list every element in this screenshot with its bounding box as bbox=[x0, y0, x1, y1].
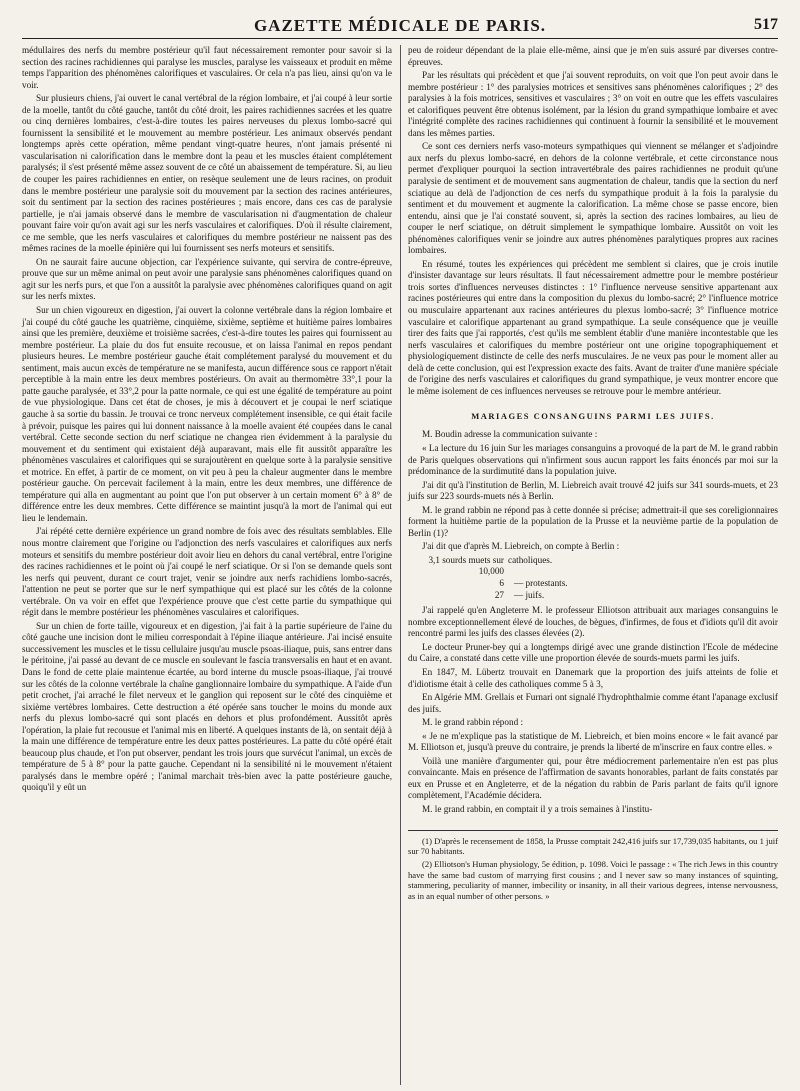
statistics-row bbox=[408, 578, 778, 590]
section-intro: M. Boudin adresse la communication suivante : bbox=[422, 429, 598, 440]
paragraph: médullaires des nerfs du membre postérieur qu'il faut nécessairement remonter pour savoir si la section des racines rachidiennes qui paralyse les muscles, paralyse les vaisseaux et produit en même temps l'apparition des phénomènes calorifiques et vasculaires. Or cela n'a pas lieu, ainsi qu'on va le voir. bbox=[22, 45, 392, 90]
paragraph: J'ai rappelé qu'en Angleterre M. le professeur Elliotson attribuait aux mariages consanguins le nombre exceptionnellement élevé de louches, de bègues, d'infirmes, de fous et d'idiots qu'il dit avoir rencontré parmi les juifs des classes élevées (2). bbox=[408, 605, 778, 639]
statistics-table bbox=[408, 555, 778, 601]
paragraph: Sur un chien de forte taille, vigoureux et en digestion, j'ai fait à la partie supérieure de l'aine du côté gauche une incision dont le milieu correspondait à l'épine iliaque antérieure. J'ai incisé ensuite successivement les muscles et le tissu cellulaire jusqu'au muscle psoas-iliaque, puis, sans entrer dans le péritoine, j'ai passé au devant de ce muscle en soulevant le fascia transversalis en haut et en avant. Dans le fond de cette plaie maintenue écartée, au bord interne du muscle psoas-iliaque, j'ai trouvé sur les côtés de la colonne vertébrale la chaîne ganglionnaire lombaire du sympathique. A l'aide d'un petit crochet, j'ai arraché le filet nerveux et le ganglion qui reposent sur le côté des cinquième et sixième vertèbres lombaires. Cette destruction a été opérée sans toucher le moins du monde aux nerfs du plexus lombo-sacré qui sont placés en dehors et plus profondément. Aussitôt après l'opération, la plaie fut recousue et l'animal mis en liberté. A quelques instants de là, on sentait déjà à la main une différence de température entre les deux pattes postérieures. La patte du côté opéré était beaucoup plus chaude, et l'on put observer, pendant les trois jours que survécut l'animal, un excès de température de 5 à 8° pour la patte gauche. Cependant ni la sensibilité ni le mouvement n'étaient paralysés dans le membre opéré ; l'animal marchait très-bien avec la patte postérieure gauche, quoiqu'il y eût un bbox=[22, 620, 392, 793]
paragraph: En résumé, toutes les expériences qui précèdent me semblent si claires, que je crois inutile d'insister davantage sur leurs résultats. Il faut nécessairement admettre pour le membre postérieur trois sortes d'influences nerveuses distinctes : 1° l'influence nerveuse sensitive appartenant aux racines postérieures qui entre dans la composition du plexus du lombo-sacré; 2° l'influence motrice ou musculaire appartenant aux racines antérieures du plexus lombo-sacré; 3° l'influence motrice vasculaire et calorifique appartenant au grand sympathique. La seule conséquence que je veuille tirer des faits que j'ai rapportés, c'est qu'ils me semblent établir d'une manière incontestable que les nerfs vasculaires et calorifiques du membre postérieur ont une origine topographiquement et physiologiquement distincte de celle des nerfs musculaires. Je ne veux pas pour le moment aller au delà de cette conclusion, qui est l'expression exacte des faits. Avant de traiter d'une manière spéciale de l'origine des nerfs vasculaires et calorifiques du grand sympathique, je veux montrer encore que le même isolement de ces influences nerveuses se retrouve pour le membre antérieur. bbox=[408, 258, 778, 396]
paragraph: M. le grand rabbin répond : bbox=[422, 717, 524, 728]
paragraph: M. le grand rabbin, en comptait il y a trois semaines à l'institu- bbox=[422, 804, 653, 814]
right-column bbox=[408, 45, 778, 1085]
paragraph: « La lecture du 16 juin Sur les mariages consanguins a provoqué de la part de M. le grand rabbin de Paris quelques observations qui n'infirment sous aucun rapport les faits énoncés par moi sur la prédominance de la surdimutité dans la population juive. bbox=[408, 442, 778, 477]
footnote-divider bbox=[408, 830, 778, 831]
paragraph: En 1847, M. Lübertz trouvait en Danemark que la proportion des juifs atteints de folie et d'idiotisme était à celle des catholiques comme 5 à 3, bbox=[408, 666, 778, 689]
paragraph: Voilà une manière d'argumenter qui, pour être médiocrement parlementaire n'en est pas plus convaincante. Mais en présence de l'affirmation de savants honorables, parlant de faits constatés par eux en Prusse et en Angleterre, et de la négation du rabbin de Paris parlant de faits qu'il ignore complètement, l'Académie décidera. bbox=[408, 755, 778, 801]
paragraph: On ne saurait faire aucune objection, car l'expérience suivante, qui servira de contre-épreuve, prouve que sur un même animal on peut avoir une paralysie sans phénomènes calorifiques quand on agit sur les nerfs purs, et que l'on a aussitôt la paralysie avec phénomènes calorifiques quand on agit sur les nerfs mixtes. bbox=[22, 256, 392, 302]
paragraph: Ce sont ces derniers nerfs vaso-moteurs sympathiques qui viennent se mélanger et s'adjoindre aux nerfs du plexus lombo-sacré, en dehors de la colonne vertébrale, et cette circonstance nous permet d'expliquer pourquoi la section intravertébrale des paires rachidiennes ne produit qu'une paralysie de sentiment et de mouvement sans augmentation de chaleur, tandis que la section du nerf sciatique au delà de l'adjonction de ces nerfs du sympathique produit à la fois la paralysie du sentiment et du mouvement et augmente la calorification. La même chose se passe encore, bien entendu, ainsi que je l'ai constaté souvent, si, après la section des racines lombaires, au lieu de couper le nerf sciatique, on détruit simplement le sympathique lombaire. Aussitôt on voit les phénomènes calorifiques venir se joindre aux autres phénomènes paralytiques propres aux racines lombaires. bbox=[408, 141, 778, 256]
paragraph: peu de roideur dépendant de la plaie elle-même, ainsi que je m'en suis assuré par diverses contre-épreuves. bbox=[408, 45, 778, 67]
statistic-value: 3,1 sourds muets sur 10,000 bbox=[428, 554, 504, 577]
statistics-row bbox=[408, 590, 778, 602]
statistic-value: 6 bbox=[499, 578, 504, 589]
paragraph: Sur un chien vigoureux en digestion, j'ai ouvert la colonne vertébrale dans la région lombaire et j'ai coupé du côté gauche les quatrième, cinquième, sixième, septième et huitième paires lombaires ainsi que les première, deuxième et troisième sacrées, c'est-à-dire toutes les paires qui fournissent au membre postérieur. La plaie du dos fut ensuite recousue, et on laissa l'animal en repos pendant plusieurs heures. Le membre postérieur gauche était complétement paralysé du mouvement et du sentiment, mais aucun excès de température ne se manifesta, aucun différence sous ce rapport n'était perceptible à la main entre les deux membres postérieurs. On avait au thermomètre 33°,1 pour la patte gauche paralysée, et 33°,2 pour la patte normale, ce qui est une égalité de température au point de vue physiologique. Dans cet état de choses, je mis à découvert et je coupai le nerf sciatique gauche à sa sortie du bassin. Je trouvai ce tronc nerveux complétement insensible, ce qui était facile à prévoir, puisque les paires qui lui donnent naissance à la moelle avaient été coupées dans le canal vertébral. Cette seconde section du nerf sciatique ne changea rien évidemment à la paralysie du mouvement et du sentiment qui existaient déjà auparavant, mais elle fit aussitôt apparaître les phénomènes vasculaires et calorifiques qui se surajoutèrent en quelque sorte à la paralysie sensitive et motrice. En effet, à partir de ce moment, on vit peu à peu la chaleur augmenter dans le membre postérieur gauche. On percevait facilement à la main, entre les deux membres, une différence de température qui alla en augmentant au point que l'on put observer à un certain moment 6° à 8° de différence entre les deux membres. Cette différence se maintint jusqu'à la mort de l'animal qui eut lieu le lendemain. bbox=[22, 305, 392, 523]
paragraph: Par les résultats qui précèdent et que j'ai souvent reproduits, on voit que l'on peut avoir dans le membre postérieur : 1° des paralysies motrices et sensitives sans phénomènes calorifiques ; 2° des paralysies à la fois motrices, sensitives et vasculaires ; 3° on voit en outre que les effets vasculaires et calorifiques peuvent être obtenus isolément, par la lésion du grand sympathique lombaire et avec l'intégrité complète des racines rachidiennes qui continuent à fournir la sensibilité et le mouvement dans les mêmes parties. bbox=[408, 70, 778, 138]
paragraph: Le docteur Pruner-bey qui a longtemps dirigé avec une grande distinction l'Ecole de médecine du Caire, a constaté dans cette ville une proportion élevée de sourds-muets parmi les juifs. bbox=[408, 641, 778, 664]
quotation: « Je ne m'explique pas la statistique de M. Liebreich, et bien moins encore « le fait avancé par M. Elliotson et, jusqu'à preuve du contraire, je prends la liberté de m'inscrire en faux contre elles. » bbox=[408, 730, 778, 753]
paragraph: Sur plusieurs chiens, j'ai ouvert le canal vertébral de la région lombaire, et j'ai coupé à leur sortie de la moelle, tantôt du côté gauche, tantôt du côté droit, les paires rachidiennes sacrées et les quatre ou cinq dernières lombaires, c'est-à-dire toutes les paires nerveuses du plexus lombo-sacré qui fournissent la sensibilité et le mouvement au membre postérieur. Les animaux observés pendant longtemps après cette opération, même pendant vingt-quatre heures, n'ont jamais présenté ni vascularisation ni calorification dans le membre dont la peau et les muscles étaient complétement paralysés; il s'est présenté même assez souvent de ce côté un abaissement de température. Si, au lieu de couper les paires rachidiennes en entier, on resèque seulement une de leurs racines, on produit dans le membre postérieur une paralysie soit du mouvement par la section des racines antérieures, soit du sentiment par la section des racines postérieures ; mais encore, dans ces cas de paralysie partielle, je n'ai jamais observé dans le membre de vascularisation ni d'augmentation de chaleur pouvant faire voir qu'on avait agi sur les nerfs vasculaires et calorifiques. D'où il résulte clairement, ce me semble, que les nerfs vasculaires et calorifiques du membre postérieur ne naissent pas des mêmes racines de la moelle épinière qui lui fournissent ses nerfs moteurs et sensitifs. bbox=[22, 93, 392, 254]
section-title: MARIAGES CONSANGUINS PARMI LES JUIFS. bbox=[471, 411, 715, 422]
page-number: 517 bbox=[754, 16, 778, 33]
paragraph: En Algérie MM. Grellais et Furnari ont signalé l'hydrophthalmie comme étant l'apanage exclusif des juifs. bbox=[408, 692, 778, 714]
paragraph: J'ai répété cette dernière expérience un grand nombre de fois avec des résultats semblables. Elle nous montre clairement que l'origine ou l'adjonction des nerfs vasculaires et calorifiques aux nerfs moteurs et sensitifs du membre postérieur doit avoir lieu en dehors du canal vertébral, entre l'origine des racines rachidiennes et le point où j'ai coupé le nerf sciatique. Or si l'on se demande quels sont les nerfs qui peuvent, durant ce court trajet, venir se joindre aux nerfs rachidiens lombo-sacrés, l'attention ne peut se porter que sur le nerf sympathique qui est placé sur les côtés de la colonne vertébrale. On va voir en effet que l'expérience prouve que c'est cette partie du sympathique qui régit dans le membre postérieur les phénomènes vasculaires et calorifiques. bbox=[22, 526, 392, 618]
statistics-row bbox=[408, 555, 778, 578]
footnote: (1) D'après le recensement de 1858, la Prusse comptait 242,416 juifs sur 17,739,035 habitants, ou 1 juif sur 70 habitants. bbox=[408, 835, 778, 857]
running-title: GAZETTE MÉDICALE DE PARIS. bbox=[253, 16, 547, 35]
statistic-label: — protestants. bbox=[514, 578, 568, 589]
paragraph: J'ai dit qu'à l'institution de Berlin, M. Liebreich avait trouvé 42 juifs sur 341 sourds-muets, et 23 juifs sur 223 sourds-muets nés à Berlin. bbox=[408, 479, 778, 502]
statistic-label: catholiques. bbox=[508, 554, 553, 565]
statistic-label: — juifs. bbox=[514, 589, 545, 600]
statistic-value: 27 bbox=[494, 589, 504, 600]
left-column bbox=[22, 45, 392, 1085]
page-header bbox=[22, 14, 778, 39]
column-divider bbox=[400, 45, 401, 1085]
footnote: (2) Elliotson's Human physiology, 5e édition, p. 1098. Voici le passage : « The rich Jews in this country have the same bad custom of marrying first cousins ; and I never saw so many instances of squinting, stammering, peculiarity of manner, imbecility or insanity, in all their various degrees, intense nervousness, as in an equal number of other persons. » bbox=[408, 858, 778, 902]
two-column-body bbox=[22, 45, 778, 1085]
paragraph: M. le grand rabbin ne répond pas à cette donnée si précise; admettrait-il que ses coreligionnaires forment la huitième partie de la population de la Prusse et la neuvième partie de la population de Berlin (1)? bbox=[408, 504, 778, 538]
paragraph: J'ai dit que d'après M. Liebreich, on compte à Berlin : bbox=[422, 541, 620, 552]
